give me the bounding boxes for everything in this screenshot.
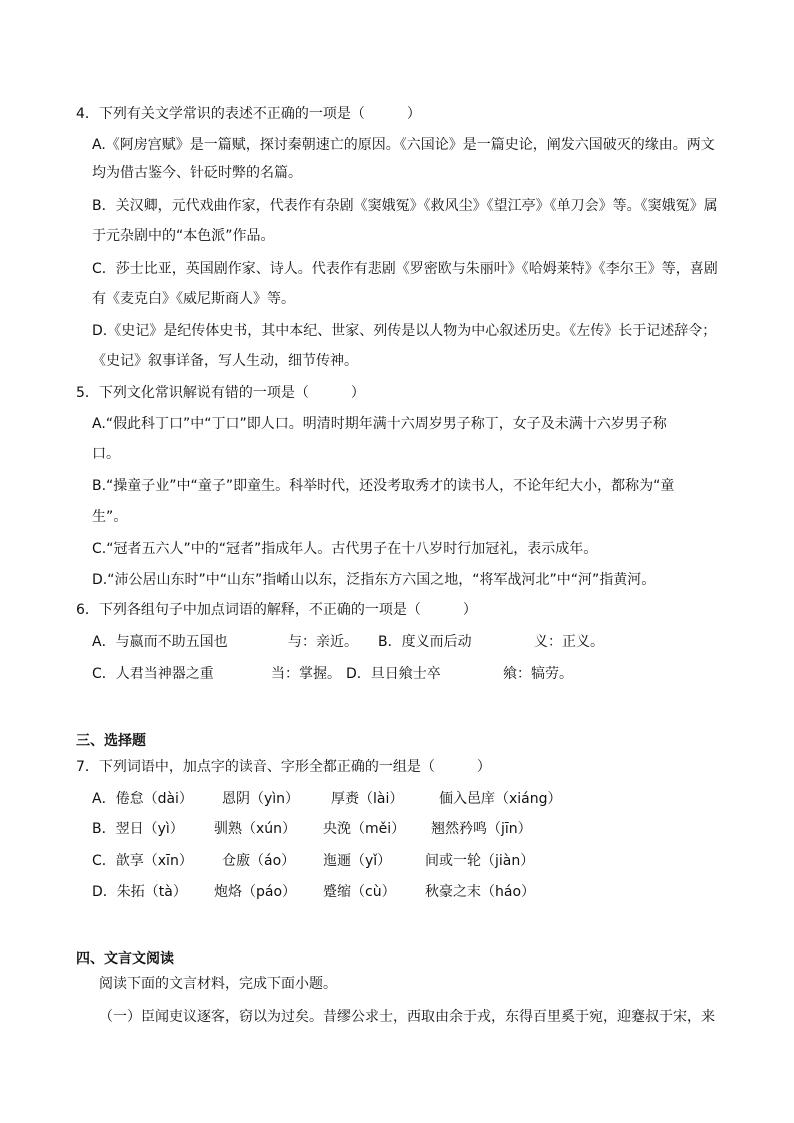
q4-option-c-line2: 有《麦克白》《威尼斯商人》等。 [92,291,295,307]
q7-option-a-word4: 偭入邑庠（xiáng） [439,791,562,807]
section-4-title: 四、文言文阅读 [76,951,174,967]
q6-option-c-sentence: C．人君当神器之重 [92,666,214,682]
q5-option-a-line1: A.“假此科丁口”中“丁口”即人口。明清时期年满十六周岁男子称丁，女子及未满十六岁男子称 [92,416,667,432]
q7-option-b-word3: 央浼（měi） [323,821,406,837]
q7-option-d-word1: D．朱拓（tà） [92,884,187,900]
q5-option-d: D.“沛公居山东时”中“山东”指崤山以东，泛指东方六国之地，“将军战河北”中“河”指黄河。 [92,572,656,588]
section-4-passage: （一）臣闻吏议逐客，窃以为过矣。昔缪公求士，西取由余于戎，东得百里奚于宛，迎蹇叔于宋，来 [99,1009,715,1025]
q4-option-a-line2: 均为借古鉴今、针砭时弊的名篇。 [92,165,302,181]
section-3-title: 三、选择题 [76,733,146,749]
q7-option-d-word3: 蹙缩（cù） [323,884,396,900]
q4-option-c-line1: C．莎士比亚，英国剧作家、诗人。代表作有悲剧《罗密欧与朱丽叶》《哈姆莱特》《李尔王》等，喜剧 [92,261,718,277]
q7-option-c-word4: 间或一轮（jiàn） [425,853,535,869]
q5-option-b-line1: B.“操童子业”中“童子”即童生。科举时代，还没考取秀才的读书人，不论年纪大小，都称为“童 [92,478,675,494]
q6-option-d-gloss: 飨：犒劳。 [503,666,573,682]
q7-option-a-word1: A．倦怠（dài） [92,791,193,807]
q5-option-a-line2: 口。 [92,446,120,462]
q4-option-b-line1: B．关汉卿，元代戏曲作家，代表作有杂剧《窦娥冤》《救风尘》《望江亭》《单刀会》等。《窦娥冤》属 [92,198,718,214]
q7-stem: 7．下列词语中，加点字的读音、字形全都正确的一组是（ ） [76,759,491,775]
q7-option-b-word2: 驯熟（xún） [214,821,297,837]
q6-option-a-gloss: 与：亲近。 [288,634,358,650]
q7-option-d-word2: 炮烙（páo） [214,884,297,900]
q5-option-c: C.“冠者五六人”中的“冠者”指成年人。古代男子在十八岁时行加冠礼，表示成年。 [92,541,598,557]
q4-stem: 4．下列有关文学常识的表述不正确的一项是（ ） [76,106,421,122]
q6-option-b-sentence: B．度义而后动 [378,634,472,650]
q4-option-d-line2: 《史记》叙事详备，写人生动，细节传神。 [92,353,358,369]
section-4-intro: 阅读下面的文言材料，完成下面小题。 [99,976,337,992]
q7-option-d-word4: 秋豪之末（háo） [425,884,536,900]
q6-stem: 6．下列各组句子中加点词语的解释，不正确的一项是（ ） [76,602,477,618]
q7-option-a-word2: 恩阴（yìn） [222,791,300,807]
q6-option-b-gloss: 义：正义。 [534,634,604,650]
q4-option-b-line2: 于元杂剧中的“本色派”作品。 [92,228,275,244]
q6-option-d-sentence: D．旦日飨士卒 [346,666,441,682]
q5-stem: 5．下列文化常识解说有错的一项是（ ） [76,385,365,401]
q7-option-c-word1: C．歆享（xīn） [92,853,193,869]
q7-option-c-word2: 仓廒（áo） [222,853,296,869]
q7-option-b-word4: 翘然矜鸣（jīn） [431,821,532,837]
q7-option-a-word3: 厚赉（lài） [331,791,404,807]
q4-option-d-line1: D.《史记》是纪传体史书，其中本纪、世家、列传是以人物为中心叙述历史。《左传》长于记述辞令； [92,323,717,339]
q7-option-b-word1: B．翌日（yì） [92,821,184,837]
q4-option-a-line1: A.《阿房宫赋》是一篇赋，探讨秦朝速亡的原因。《六国论》是一篇史论，阐发六国破灭的缘由。两文 [92,137,715,153]
q6-option-c-gloss: 当：掌握。 [271,666,341,682]
q6-option-a-sentence: A．与嬴而不助五国也 [92,634,228,650]
q7-option-c-word3: 迤逦（yǐ） [323,853,392,869]
q5-option-b-line2: 生”。 [92,509,128,525]
